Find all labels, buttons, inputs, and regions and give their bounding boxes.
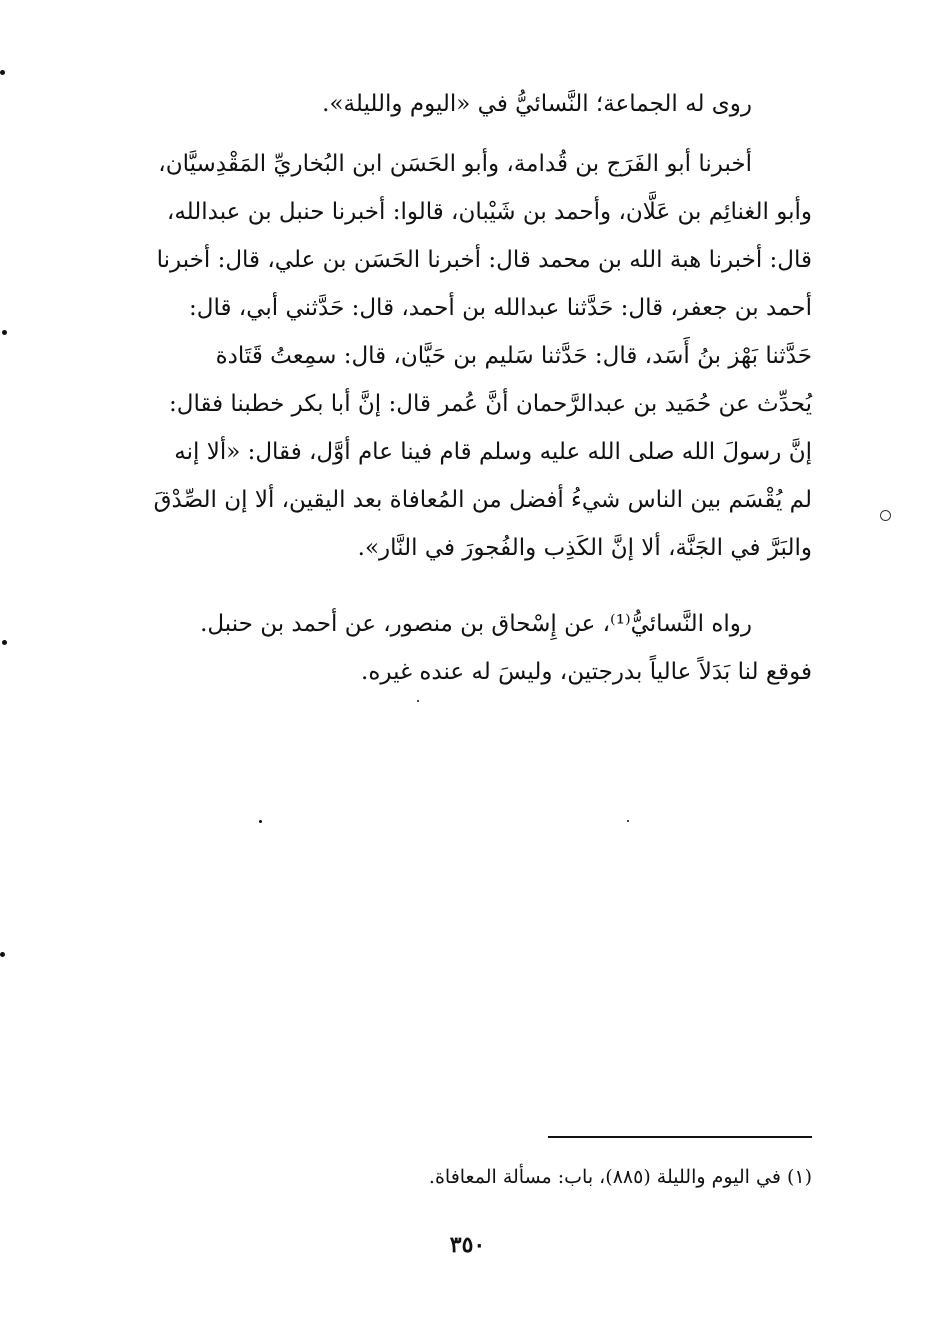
speck [417, 700, 419, 702]
footnote-separator [548, 1136, 812, 1138]
intro-line: روى له الجماعة؛ النَّسائيُّ في «اليوم والليلة». [322, 91, 752, 117]
circle-mark [880, 510, 891, 521]
margin-mark [2, 330, 7, 335]
hadith-paragraph [118, 140, 812, 572]
margin-mark [0, 70, 5, 75]
margin-mark [0, 952, 5, 957]
footnote: (١) في اليوم والليلة (٨٨٥)، باب: مسألة المعافاة. [428, 1166, 812, 1188]
hadith-line: حَدَّثنا بَهْز بنُ أَسَد، قال: حَدَّثنا سَليم بن حَيَّان، قال: سمِعتُ قَتَادة [215, 343, 812, 369]
hadith-line: أحمد بن جعفر، قال: حَدَّثنا عبدالله بن أحمد، قال: حَدَّثني أبي، قال: [189, 295, 812, 321]
closing-paragraph [118, 600, 812, 696]
intro-paragraph [118, 80, 812, 128]
hadith-line: وأبو الغنائِم بن عَلَّان، وأحمد بن شَيْبان، قالوا: أخبرنا حنبل بن عبدالله، [166, 199, 812, 225]
speck [627, 820, 629, 822]
hadith-line: لم يُقْسَم بين الناس شيءُ أفضل من المُعافاة بعد اليقين، ألا إن الصِّدْقَ [153, 487, 812, 513]
closing-line: فوقع لنا بَدَلاً عالياً بدرجتين، وليسَ له عنده غيره. [361, 659, 812, 685]
hadith-line: والبَرَّ في الجَنَّة، ألا إنَّ الكَذِب والفُجورَ في النَّار». [357, 535, 812, 561]
hadith-line: قال: أخبرنا هبة الله بن محمد قال: أخبرنا الحَسَن بن علي، قال: أخبرنا [156, 247, 812, 273]
closing-line: رواه النَّسائيُّ⁽¹⁾، عن إِسْحاق بن منصور، عن أحمد بن حنبل. [200, 611, 752, 637]
margin-mark [2, 640, 7, 645]
speck [259, 820, 262, 823]
hadith-line: يُحدِّث عن حُمَيد بن عبدالرَّحمان أنَّ عُمر قال: إنَّ أبا بكر خطبنا فقال: [168, 391, 812, 417]
page-number: ٣٥٠ [449, 1232, 486, 1258]
hadith-line: أخبرنا أبو الفَرَج بن قُدامة، وأبو الحَسَن ابن البُخاريِّ المَقْدِسيَّان، [158, 151, 752, 177]
hadith-line: إنَّ رسولَ الله صلى الله عليه وسلم قام فينا عام أوَّل، فقال: «ألا إنه [174, 439, 812, 465]
